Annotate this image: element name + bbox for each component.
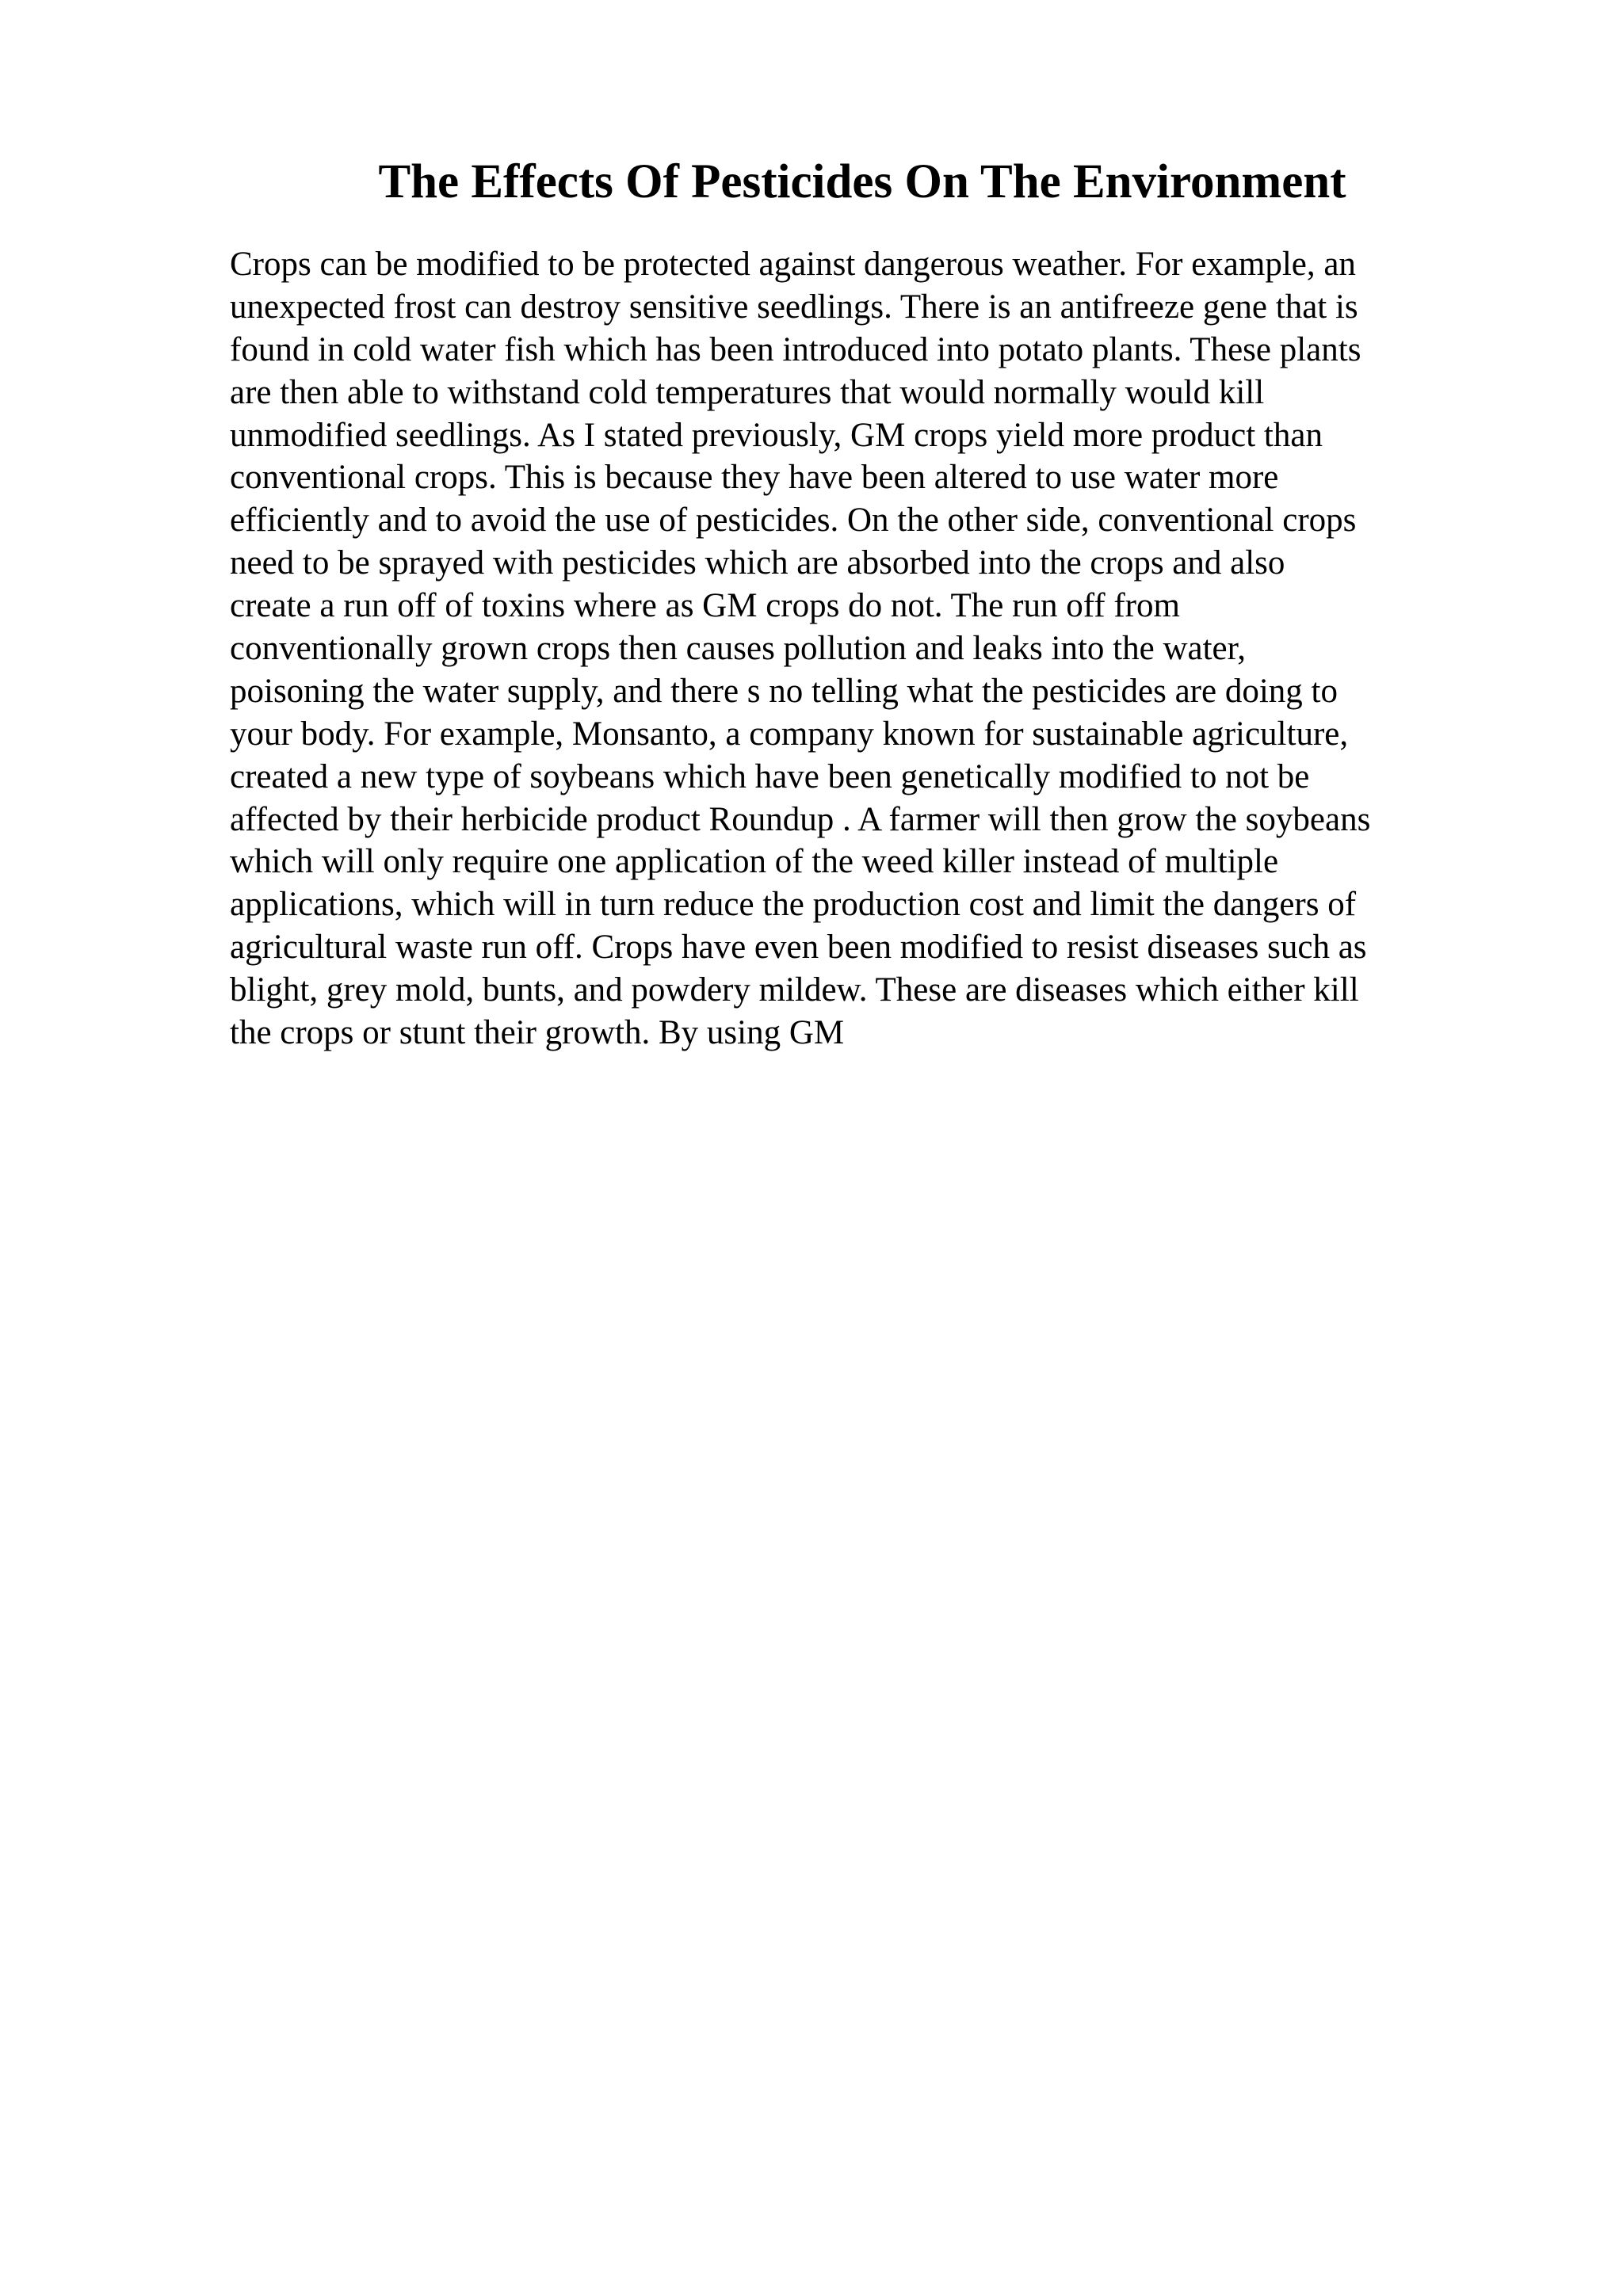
paragraph-line: created a new type of soybeans which have been genetically modified to not be: [230, 757, 1310, 795]
paragraph-line: agricultural waste run off. Crops have even been modified to resist diseases such as: [230, 929, 1367, 967]
paragraph-line: unexpected frost can destroy sensitive seedlings. There is an antifreeze gene that is: [230, 288, 1358, 326]
body-paragraph: [230, 243, 1498, 1055]
paragraph-line: need to be sprayed with pesticides which are absorbed into the crops and also: [230, 544, 1285, 582]
paragraph-line: poisoning the water supply, and there s no telling what the pesticides are doing to: [230, 672, 1338, 710]
paragraph-line: unmodified seedlings. As I stated previously, GM crops yield more product than: [230, 416, 1323, 454]
paragraph-line: which will only require one application of the weed killer instead of multiple: [230, 843, 1279, 881]
paragraph-line: applications, which will in turn reduce the production cost and limit the dangers of: [230, 886, 1357, 924]
paragraph-line: are then able to withstand cold temperatures that would normally would kill: [230, 373, 1265, 411]
paragraph-line: efficiently and to avoid the use of pesticides. On the other side, conventional crops: [230, 502, 1357, 540]
paragraph-line: create a run off of toxins where as GM crops do not. The run off from: [230, 587, 1180, 625]
paragraph-line: conventional crops. This is because they have been altered to use water more: [230, 459, 1279, 497]
paragraph-line: conventionally grown crops then causes pollution and leaks into the water,: [230, 630, 1246, 668]
paragraph-line: Crops can be modified to be protected against dangerous weather. For example, an: [230, 246, 1356, 283]
paragraph-line: blight, grey mold, bunts, and powdery mildew. These are diseases which either kill: [230, 971, 1359, 1009]
paragraph-line: the crops or stunt their growth. By using GM: [230, 1014, 845, 1052]
paragraph-line: found in cold water fish which has been introduced into potato plants. These plants: [230, 330, 1361, 368]
paragraph-line: your body. For example, Monsanto, a company known for sustainable agriculture,: [230, 715, 1349, 753]
document-title: The Effects Of Pesticides On The Environment: [378, 155, 1346, 208]
paragraph-line: affected by their herbicide product Roundup . A farmer will then grow the soybeans: [230, 800, 1371, 838]
